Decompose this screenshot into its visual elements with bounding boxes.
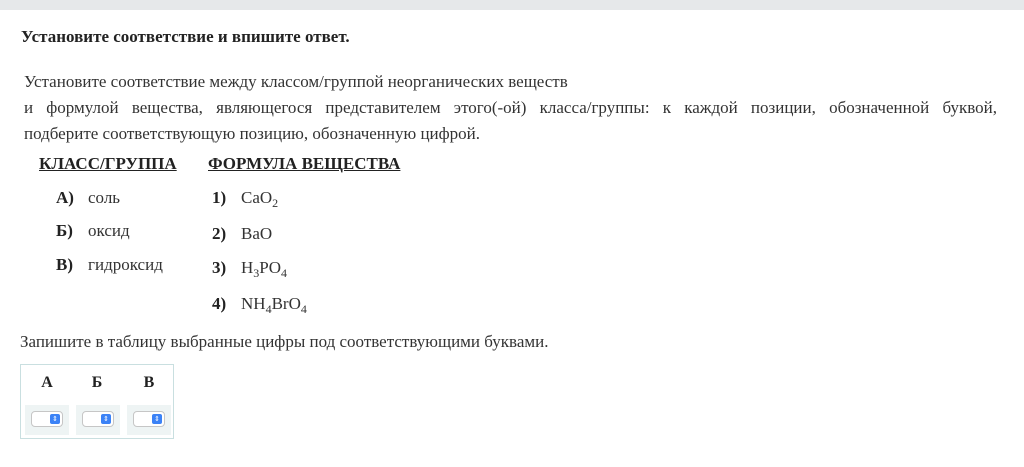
formula-part: BaO bbox=[241, 224, 273, 243]
select-arrows-icon: ⇕ bbox=[50, 414, 60, 424]
left-item-text: гидроксид bbox=[88, 255, 163, 274]
right-item-number: 4) bbox=[212, 294, 227, 313]
right-item-formula bbox=[241, 224, 272, 244]
formula-part: NH bbox=[241, 294, 266, 313]
formula-subscript: 4 bbox=[300, 302, 307, 316]
task-text bbox=[24, 69, 997, 147]
answer-cell-b bbox=[76, 405, 120, 435]
answer-cell-v bbox=[127, 405, 171, 435]
formula-part: PO bbox=[259, 258, 282, 277]
left-item-text: оксид bbox=[88, 221, 130, 240]
answer-select-b[interactable] bbox=[82, 411, 114, 427]
right-item-number: 2) bbox=[212, 224, 227, 243]
left-item-letter: Б) bbox=[56, 221, 73, 240]
formula-subscript: 3 bbox=[253, 266, 260, 280]
right-item-formula bbox=[241, 188, 278, 208]
left-item-text: соль bbox=[88, 188, 121, 207]
formula-part: CaO bbox=[241, 188, 273, 207]
right-item-formula bbox=[241, 294, 307, 314]
answer-table bbox=[20, 364, 174, 439]
right-column-header: ФОРМУЛА ВЕЩЕСТВА bbox=[208, 154, 401, 173]
formula-subscript: 4 bbox=[281, 266, 288, 280]
task-title: Установите соответствие и впишите ответ. bbox=[21, 27, 350, 46]
task-text-line-2: и формулой вещества, являющегося представителем этого(-ой) класса/группы: к каждой позиции, обозначенной буквой, bbox=[24, 98, 997, 117]
formula-subscript: 2 bbox=[272, 196, 279, 210]
left-item-letter: В) bbox=[56, 255, 73, 274]
answer-select-a[interactable] bbox=[31, 411, 63, 427]
formula-part: H bbox=[241, 258, 254, 277]
top-bar bbox=[0, 0, 1024, 10]
answer-header-v: В bbox=[143, 374, 155, 391]
task-text-line-1: Установите соответствие между классом/группой неорганических веществ bbox=[24, 72, 568, 91]
answer-header-b: Б bbox=[91, 374, 103, 391]
select-arrows-icon: ⇕ bbox=[101, 414, 111, 424]
answer-header-a: А bbox=[41, 374, 53, 391]
right-item-formula bbox=[241, 258, 287, 278]
answer-select-v[interactable] bbox=[133, 411, 165, 427]
answer-instruction: Запишите в таблицу выбранные цифры под соответствующими буквами. bbox=[20, 332, 549, 351]
left-item-letter: А) bbox=[56, 188, 74, 207]
right-item-number: 1) bbox=[212, 188, 227, 207]
answer-cell-a bbox=[25, 405, 69, 435]
task-text-line-3: подберите соответствующую позицию, обозначенную цифрой. bbox=[24, 124, 481, 143]
select-arrows-icon: ⇕ bbox=[152, 414, 162, 424]
right-item-number: 3) bbox=[212, 258, 227, 277]
formula-subscript: 4 bbox=[265, 302, 272, 316]
left-column-header: КЛАСС/ГРУППА bbox=[39, 154, 177, 173]
formula-part: BrO bbox=[271, 294, 301, 313]
